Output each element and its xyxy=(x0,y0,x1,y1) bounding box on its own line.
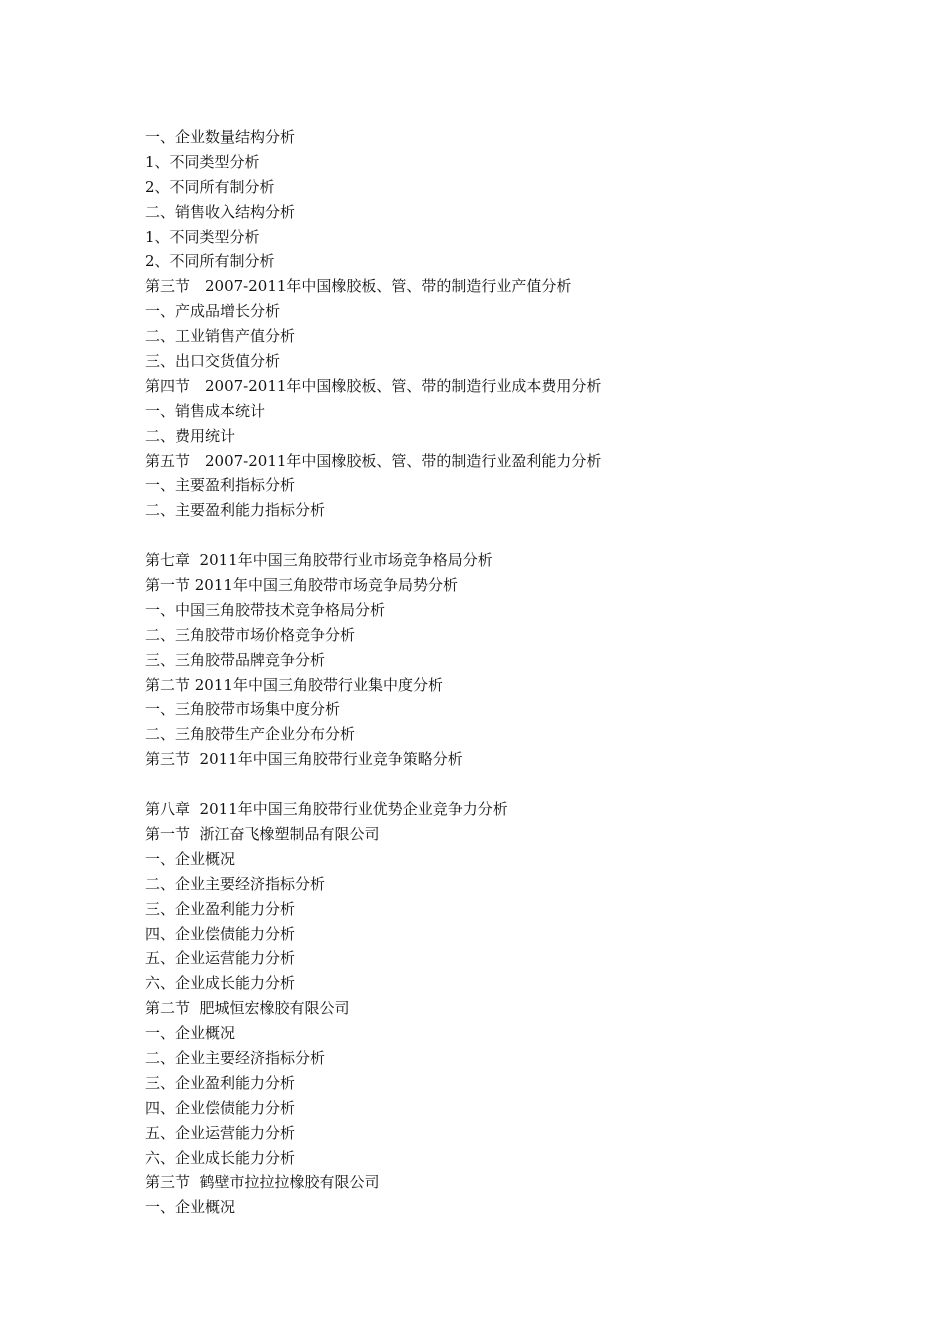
chapter-heading: 第七章 2011年中国三角胶带行业市场竞争格局分析 xyxy=(145,551,493,570)
section-heading: 第三节 2007-2011年中国橡胶板、管、带的制造行业产值分析 xyxy=(145,277,572,296)
section-heading: 第一节 浙江奋飞橡塑制品有限公司 xyxy=(145,824,380,843)
section-heading: 第二节 2011年中国三角胶带行业集中度分析 xyxy=(145,675,443,694)
toc-line: 一、企业数量结构分析 xyxy=(145,128,296,146)
toc-line: 一、企业概况 xyxy=(145,1198,236,1217)
toc-line: 二、销售收入结构分析 xyxy=(145,202,296,221)
toc-line: 二、主要盈利能力指标分析 xyxy=(145,501,326,520)
toc-line: 二、费用统计 xyxy=(145,426,236,445)
section-heading: 第五节 2007-2011年中国橡胶板、管、带的制造行业盈利能力分析 xyxy=(145,451,602,470)
toc-line: 一、主要盈利指标分析 xyxy=(145,476,296,495)
toc-line: 2、不同所有制分析 xyxy=(145,177,275,196)
toc-line: 一、三角胶带市场集中度分析 xyxy=(145,700,341,719)
toc-content xyxy=(145,125,845,1220)
toc-line: 二、工业销售产值分析 xyxy=(145,327,296,346)
toc-line: 一、中国三角胶带技术竞争格局分析 xyxy=(145,600,386,619)
blank-line xyxy=(145,523,845,548)
toc-line: 一、产成品增长分析 xyxy=(145,302,281,321)
toc-line: 六、企业成长能力分析 xyxy=(145,1148,296,1167)
section-heading: 第三节 2011年中国三角胶带行业竞争策略分析 xyxy=(145,750,463,769)
toc-line: 二、企业主要经济指标分析 xyxy=(145,874,326,893)
toc-line: 一、企业概况 xyxy=(145,1024,236,1043)
toc-line: 三、三角胶带品牌竞争分析 xyxy=(145,650,326,669)
toc-line: 二、三角胶带市场价格竞争分析 xyxy=(145,625,356,644)
section-heading: 第一节 2011年中国三角胶带市场竞争局势分析 xyxy=(145,576,458,595)
toc-line: 三、企业盈利能力分析 xyxy=(145,1073,296,1092)
toc-line: 一、企业概况 xyxy=(145,849,236,868)
toc-line: 1、不同类型分析 xyxy=(145,227,260,246)
toc-line: 六、企业成长能力分析 xyxy=(145,974,296,993)
toc-line: 二、三角胶带生产企业分布分析 xyxy=(145,725,356,744)
toc-line: 四、企业偿债能力分析 xyxy=(145,1098,296,1117)
toc-line: 三、出口交货值分析 xyxy=(145,352,281,371)
toc-line: 五、企业运营能力分析 xyxy=(145,949,296,968)
section-heading: 第三节 鹤壁市拉拉拉橡胶有限公司 xyxy=(145,1173,380,1192)
toc-line: 一、销售成本统计 xyxy=(145,401,266,420)
section-heading: 第二节 肥城恒宏橡胶有限公司 xyxy=(145,999,350,1018)
toc-line: 三、企业盈利能力分析 xyxy=(145,899,296,918)
chapter-heading: 第八章 2011年中国三角胶带行业优势企业竞争力分析 xyxy=(145,800,508,819)
toc-line: 四、企业偿债能力分析 xyxy=(145,924,296,943)
section-heading: 第四节 2007-2011年中国橡胶板、管、带的制造行业成本费用分析 xyxy=(145,376,602,395)
toc-line: 2、不同所有制分析 xyxy=(145,252,275,271)
blank-line xyxy=(145,772,845,797)
toc-line: 五、企业运营能力分析 xyxy=(145,1123,296,1142)
toc-line: 1、不同类型分析 xyxy=(145,152,260,171)
toc-line: 二、企业主要经济指标分析 xyxy=(145,1048,326,1067)
